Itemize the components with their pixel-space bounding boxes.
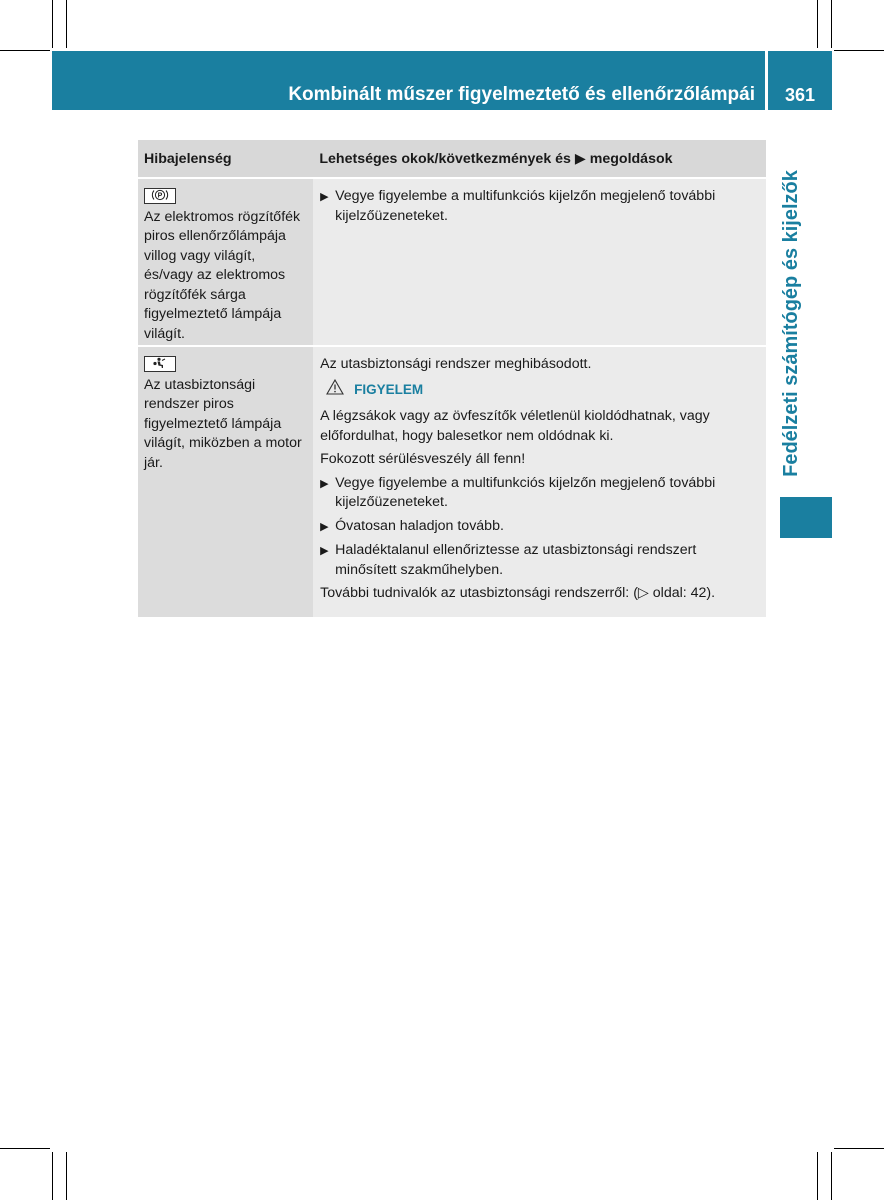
crop-mark: [817, 0, 818, 48]
page-number: 361: [784, 85, 816, 105]
page-number-box: [768, 51, 832, 110]
crop-mark: [66, 0, 67, 48]
warning-text-2: Fokozott sérülésveszély áll fenn!: [320, 451, 526, 467]
arrow-right-icon: ▶: [320, 520, 329, 533]
list-item: [320, 517, 760, 538]
crop-mark: [831, 0, 832, 48]
list-item: [320, 474, 760, 513]
chapter-tab: [780, 497, 832, 538]
bullet-text: Haladéktalanul ellenőriztesse az utasbiztonsági rendszert minősített szakműhelyben.: [335, 542, 697, 578]
arrow-right-icon: ▶: [320, 477, 329, 490]
crop-mark: [831, 1152, 832, 1200]
solution-cell: [313, 347, 766, 617]
svg-text:P: P: [157, 192, 163, 200]
solution-cell: [313, 179, 766, 345]
symptom-cell: [138, 179, 313, 345]
symptom-text: Az elektromos rögzítőfék piros ellenőrzőlámpája villog vagy világít, és/vagy az elektromos rögzítőfék sárga figyelmeztető lámpája világít.: [144, 208, 301, 342]
cause-text: Az utasbiztonsági rendszer meghibásodott.: [320, 356, 592, 372]
list-item: [320, 187, 760, 226]
warning-triangle-icon: [326, 379, 348, 402]
header-bar: [52, 51, 765, 110]
warning-text: A légzsákok vagy az övfeszítők véletlenül kioldódhatnak, vagy előfordulhat, hogy balesetkor nem oldódnak ki.: [320, 408, 710, 444]
arrow-right-icon: ▶: [320, 191, 329, 203]
list-item: [320, 541, 760, 580]
warning-lamp-table: [138, 140, 766, 617]
column-header-causes: Lehetséges okok/következmények és ▶ megoldások: [319, 151, 673, 167]
chapter-side-title: [770, 157, 812, 489]
table-row: [138, 347, 766, 617]
symptom-text: Az utasbiztonsági rendszer piros figyelmeztető lámpája világít, miközben a motor jár.: [144, 376, 302, 471]
bullet-text: Óvatosan haladjon tovább.: [335, 517, 504, 534]
table-header-row: [138, 140, 766, 177]
reference-text: További tudnivalók az utasbiztonsági rendszerről: (▷ oldal: 42).: [320, 585, 716, 601]
warning-heading: [326, 379, 760, 402]
crop-mark: [834, 50, 884, 51]
parking-brake-icon: [144, 188, 176, 204]
symptom-cell: [138, 347, 313, 617]
table-row: [138, 179, 766, 345]
crop-mark: [66, 1152, 67, 1200]
seatbelt-airbag-icon: [144, 356, 176, 372]
crop-mark: [817, 1152, 818, 1200]
crop-mark: [52, 0, 53, 48]
crop-mark: [834, 1148, 884, 1149]
chapter-title: Fedélzeti számítógép és kijelzők: [779, 169, 802, 477]
warning-label: FIGYELEM: [354, 382, 424, 397]
crop-mark: [52, 1152, 53, 1200]
bullet-text: Vegye figyelembe a multifunkciós kijelzőn megjelenő további kijelzőüzeneteket.: [335, 188, 716, 224]
bullet-text: Vegye figyelembe a multifunkciós kijelzőn megjelenő további kijelzőüzeneteket.: [335, 474, 716, 510]
page-title: Kombinált műszer figyelmeztető és ellenőrzőlámpái: [288, 84, 755, 105]
column-header-symptom: Hibajelenség: [144, 151, 232, 167]
crop-mark: [0, 1148, 50, 1149]
crop-mark: [0, 50, 50, 51]
arrow-right-icon: ▶: [320, 545, 329, 557]
